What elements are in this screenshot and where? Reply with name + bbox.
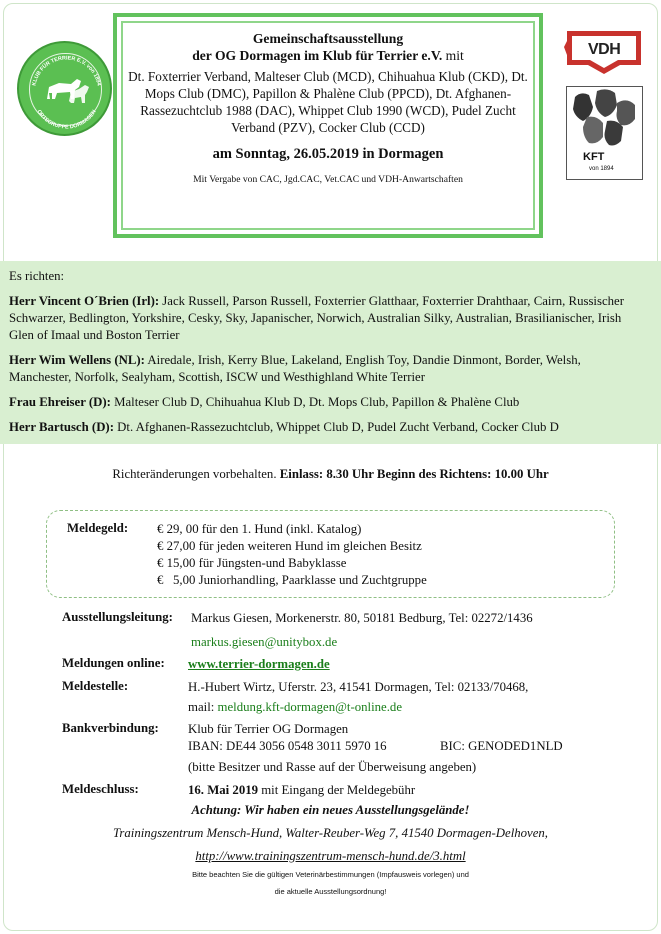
meldeschluss-label: Meldeschluss:	[62, 782, 139, 796]
online-label: Meldungen online:	[62, 656, 165, 670]
mail-prefix: mail:	[188, 700, 218, 714]
logo-text-top: KLUB FÜR TERRIER E.V. von 1894	[31, 55, 102, 87]
header-clubs: Dt. Foxterrier Verband, Malteser Club (MCD), Chihuahua Klub (CKD), Dt. Mops Club (DMC), Papillon & Phalène Club (PPCD), Dt. Afghanen-Rassezuchtclub 1988 (DAC), Whippet Club 1990 (WCD), Pudel Zucht Verband (PZV), Cocker Club (CCD)	[128, 69, 528, 135]
header-title-line2	[128, 47, 528, 64]
kft-badge-logo	[566, 86, 643, 180]
notice-headline: Achtung: Wir haben ein neues Ausstellungsgelände!	[191, 803, 470, 817]
meldestelle-label: Meldestelle:	[62, 679, 129, 693]
judge-breeds: Dt. Afghanen-Rassezuchtclub, Whippet Club D, Pudel Zucht Verband, Cocker Club D	[113, 420, 559, 434]
judge-name: Herr Bartusch (D):	[9, 420, 114, 434]
fee-label: Meldegeld:	[67, 521, 129, 535]
vet-note-line1: Bitte beachten Sie die gültigen Veterinärbestimmungen (Impfausweis vorlegen) und	[192, 870, 469, 879]
header-subtitle: Mit Vergabe von CAC, Jgd.CAC, Vet.CAC und VDH-Anwartschaften	[193, 174, 463, 185]
meldeschluss-rest: mit Eingang der Meldegebühr	[258, 783, 416, 797]
vet-note-line2: die aktuelle Ausstellungsordnung!	[274, 887, 387, 896]
meldestelle-email-link[interactable]: meldung.kft-dormagen@t-online.de	[217, 700, 402, 714]
meldestelle-value: H.-Hubert Wirtz, Uferstr. 23, 41541 Dormagen, Tel: 02133/70468,	[188, 680, 529, 694]
bank-label: Bankverbindung:	[62, 721, 159, 735]
notice-address: Trainingszentrum Mensch-Hund, Walter-Reuber-Weg 7, 41540 Dormagen-Delhoven,	[113, 826, 548, 840]
fee-item: € 29, 00 für den 1. Hund (inkl. Katalog)	[157, 522, 362, 536]
leitung-label: Ausstellungsleitung:	[62, 610, 173, 624]
judge-breeds: Jack Russell, Parson Russell, Foxterrier Glatthaar, Foxterrier Drahthaar, Cairn, Russischer Schwarzer, Bedlington, Yorkshire, Cesky, Sky, Japanischer, Norwich, Australian Silky, Australian, Brasilianischer, Irish Glen of Imaal und Boston Terrier	[9, 294, 624, 342]
header-block	[128, 30, 528, 188]
bank-name: Klub für Terrier OG Dormagen	[188, 722, 349, 736]
kft-og-dormagen-logo	[17, 41, 112, 136]
bank-bic: BIC: GENODED1NLD	[440, 739, 563, 753]
judges-intro: Es richten:	[9, 269, 65, 283]
meldeschluss-value	[188, 782, 415, 799]
judge-2	[9, 352, 644, 386]
svg-text:ORTSGRUPPE DORMAGEN	[35, 109, 97, 131]
judges-section	[0, 261, 661, 444]
changes-text: Richteränderungen vorbehalten.	[112, 467, 280, 481]
vdh-text: VDH	[588, 41, 621, 58]
website-link[interactable]: www.terrier-dormagen.de	[188, 657, 330, 671]
meldestelle-mail	[188, 699, 402, 716]
fee-item: € 15,00 für Jüngsten-und Babyklasse	[157, 556, 347, 570]
judge-1	[9, 293, 644, 344]
times-text: Einlass: 8.30 Uhr Beginn des Richtens: 10.00 Uhr	[279, 467, 549, 481]
kft-badge-text: KFT	[583, 151, 605, 163]
judge-breeds: Malteser Club D, Chihuahua Klub D, Dt. Mops Club, Papillon & Phalène Club	[110, 395, 520, 409]
header-title	[128, 30, 528, 47]
notice-url-link[interactable]: http://www.trainingszentrum-mensch-hund.de/3.html	[195, 849, 466, 863]
kft-badge-year: von 1894	[589, 166, 614, 172]
judge-breeds: Airedale, Irish, Kerry Blue, Lakeland, English Toy, Dandie Dinmont, Border, Welsh, Manchester, Norfolk, Sealyham, Scottish, ISCW und Westhighland White Terrier	[9, 353, 581, 384]
bank-note: (bitte Besitzer und Rasse auf der Überweisung angeben)	[188, 760, 477, 774]
leitung-value: Markus Giesen, Morkenerstr. 80, 50181 Bedburg, Tel: 02272/1436	[191, 611, 533, 625]
header-date: am Sonntag, 26.05.2019 in Dormagen	[212, 146, 444, 162]
bank-iban: IBAN: DE44 3056 0548 3011 5970 16	[188, 739, 387, 753]
judge-name: Herr Wim Wellens (NL):	[9, 353, 145, 367]
judge-name: Herr Vincent O´Brien (Irl):	[9, 294, 160, 308]
title-line2-bold: der OG Dormagen im Klub für Terrier e.V.	[192, 48, 443, 63]
judge-3	[9, 394, 644, 411]
svg-text:KLUB FÜR TERRIER E.V. von 1894	[31, 55, 101, 86]
title-line2-rest: mit	[442, 48, 464, 63]
meldeschluss-date: 16. Mai 2019	[188, 783, 259, 797]
fee-list	[157, 521, 427, 589]
judge-4	[9, 419, 644, 436]
leitung-email-link[interactable]: markus.giesen@unitybox.de	[191, 635, 338, 649]
title-line1: Gemeinschaftsausstellung	[252, 31, 404, 46]
vdh-logo	[564, 29, 644, 76]
logo-text-bottom: ORTSGRUPPE DORMAGEN	[35, 108, 98, 131]
judge-name: Frau Ehreiser (D):	[9, 395, 111, 409]
dogs-silhouette-icon	[19, 43, 112, 136]
fee-item: € 27,00 für jeden weiteren Hund im gleichen Besitz	[157, 539, 422, 553]
changes-line	[0, 467, 661, 482]
fee-item: € 5,00 Juniorhandling, Paarklasse und Zuchtgruppe	[157, 573, 427, 587]
